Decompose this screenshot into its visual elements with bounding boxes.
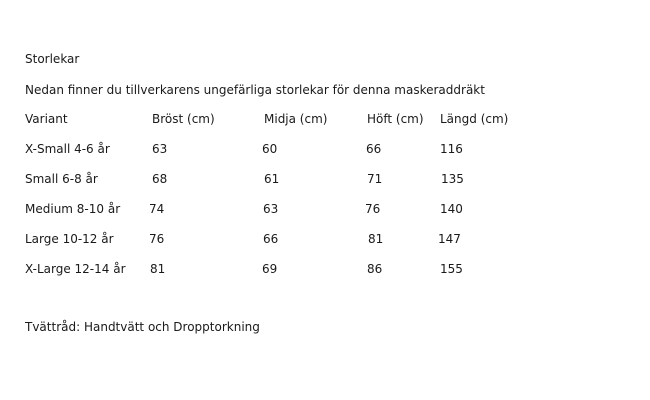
header-variant: Variant <box>25 112 68 126</box>
header-length: Längd (cm) <box>440 112 509 126</box>
length-cell: 116 <box>440 142 463 156</box>
length-cell: 155 <box>440 262 463 276</box>
waist-cell: 61 <box>264 172 280 186</box>
variant-cell: Large 10-12 år <box>25 232 114 246</box>
table-row <box>0 232 650 246</box>
variant-cell: X-Small 4-6 år <box>25 142 110 156</box>
waist-cell: 66 <box>263 232 279 246</box>
variant-cell: X-Large 12-14 år <box>25 262 126 276</box>
length-cell: 135 <box>441 172 464 186</box>
header-waist: Midja (cm) <box>264 112 328 126</box>
hip-cell: 76 <box>365 202 381 216</box>
waist-cell: 63 <box>263 202 279 216</box>
header-hip: Höft (cm) <box>367 112 424 126</box>
hip-cell: 71 <box>367 172 383 186</box>
chest-cell: 68 <box>152 172 168 186</box>
chest-cell: 76 <box>149 232 165 246</box>
header-chest: Bröst (cm) <box>152 112 215 126</box>
hip-cell: 66 <box>366 142 382 156</box>
table-header-row <box>0 112 650 126</box>
table-row <box>0 202 650 216</box>
hip-cell: 81 <box>368 232 384 246</box>
hip-cell: 86 <box>367 262 383 276</box>
intro-text: Nedan finner du tillverkarens ungefärliga storlekar för denna maskeraddräkt <box>25 83 485 97</box>
waist-cell: 60 <box>262 142 278 156</box>
waist-cell: 69 <box>262 262 278 276</box>
chest-cell: 74 <box>149 202 165 216</box>
table-row <box>0 262 650 276</box>
length-cell: 147 <box>438 232 461 246</box>
chest-cell: 63 <box>152 142 168 156</box>
care-instructions: Tvättråd: Handtvätt och Dropptorkning <box>25 320 260 334</box>
chest-cell: 81 <box>150 262 166 276</box>
document-title: Storlekar <box>25 52 80 66</box>
table-row <box>0 172 650 186</box>
variant-cell: Small 6-8 år <box>25 172 98 186</box>
length-cell: 140 <box>440 202 463 216</box>
table-row <box>0 142 650 156</box>
variant-cell: Medium 8-10 år <box>25 202 121 216</box>
